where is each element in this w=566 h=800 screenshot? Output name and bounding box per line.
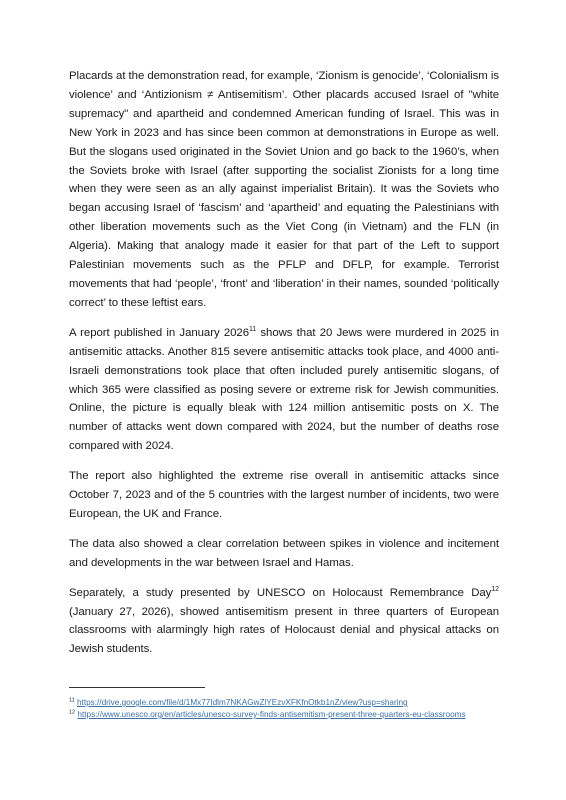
- paragraph-report-2026: [69, 324, 499, 456]
- footnote-number: 11: [69, 697, 75, 704]
- footnote-ref-12[interactable]: 12: [491, 585, 499, 593]
- footnote-separator: [69, 687, 205, 688]
- footnote-11: [69, 697, 499, 709]
- footnote-ref-11[interactable]: 11: [248, 325, 257, 333]
- body-text: [69, 67, 499, 670]
- footnote-link-12[interactable]: https://www.unesco.org/en/articles/unesco-survey-finds-antisemitism-present-three-quarters-eu-classrooms: [77, 710, 466, 719]
- paragraph-unesco-study: [69, 584, 499, 660]
- paragraph-extreme-rise: The report also highlighted the extreme rise overall in antisemitic attacks since October 7, 2023 and of the 5 countries with the largest number of incidents, two were European, the UK and France.: [69, 470, 499, 520]
- paragraph-correlation: The data also showed a clear correlation between spikes in violence and incitement and developments in the war between Israel and Hamas.: [69, 537, 499, 569]
- footnotes: [69, 697, 499, 721]
- paragraph-text: shows that 20 Jews were murdered in 2025 in antisemitic attacks. Another 815 severe antisemitic attacks took place, and 4000 anti-Israeli demonstrations took place that often included purely antisemitic slogans, of which 365 were classified as posing severe or extreme risk for Jewish communities. Online, the picture is equally bleak with 124 million antisemitic posts on X. The number of attacks went down compared with 2024, but the number of deaths rose compared with 2024.: [69, 326, 500, 453]
- footnote-12: [69, 709, 499, 721]
- paragraph-placards: Placards at the demonstration read, for example, ‘Zionism is genocide’, ‘Colonialism is violence’ and ‘Antizionism ≠ Antisemitism’. Other placards accused Israel of "white supremacy" and apartheid and condemned American funding of Israel. This was in New York in 2023 and has since been common at demonstrations in Europe as well. But the slogans used originated in the Soviet Union and go back to the 1960’s, when the Soviets broke with Israel (after supporting the socialist Zionists for a long time when they were seen as an ally against imperialist Britain). It was the Soviets who began accusing Israel of ‘fascism’ and ‘apartheid’ and equating the Palestinians with other liberation movements such as the Viet Cong (in Vietnam) and the FLN (in Algeria). Making that analogy made it easier for that part of the Left to support Palestinian movements such as the PFLP and DFLP, for example. Terrorist movements that had ‘people’, ‘front’ and ‘liberation’ in their names, sounded ‘politically correct’ to these leftist ears.: [69, 70, 499, 309]
- footnote-number: 12: [69, 709, 76, 716]
- paragraph-text: Separately, a study presented by UNESCO on Holocaust Remembrance Day: [69, 586, 492, 599]
- paragraph-text: (January 27, 2026), showed antisemitism present in three quarters of European classrooms with alarmingly high rates of Holocaust denial and physical attacks on Jewish students.: [69, 605, 499, 656]
- paragraph-text: A report published in January 2026: [69, 326, 249, 339]
- footnote-link-11[interactable]: https://drive.google.com/file/d/1Mx77Idlm7NKAGwZlYEzvXFKfnOtkb1nZ/view?usp=sharing: [77, 698, 408, 707]
